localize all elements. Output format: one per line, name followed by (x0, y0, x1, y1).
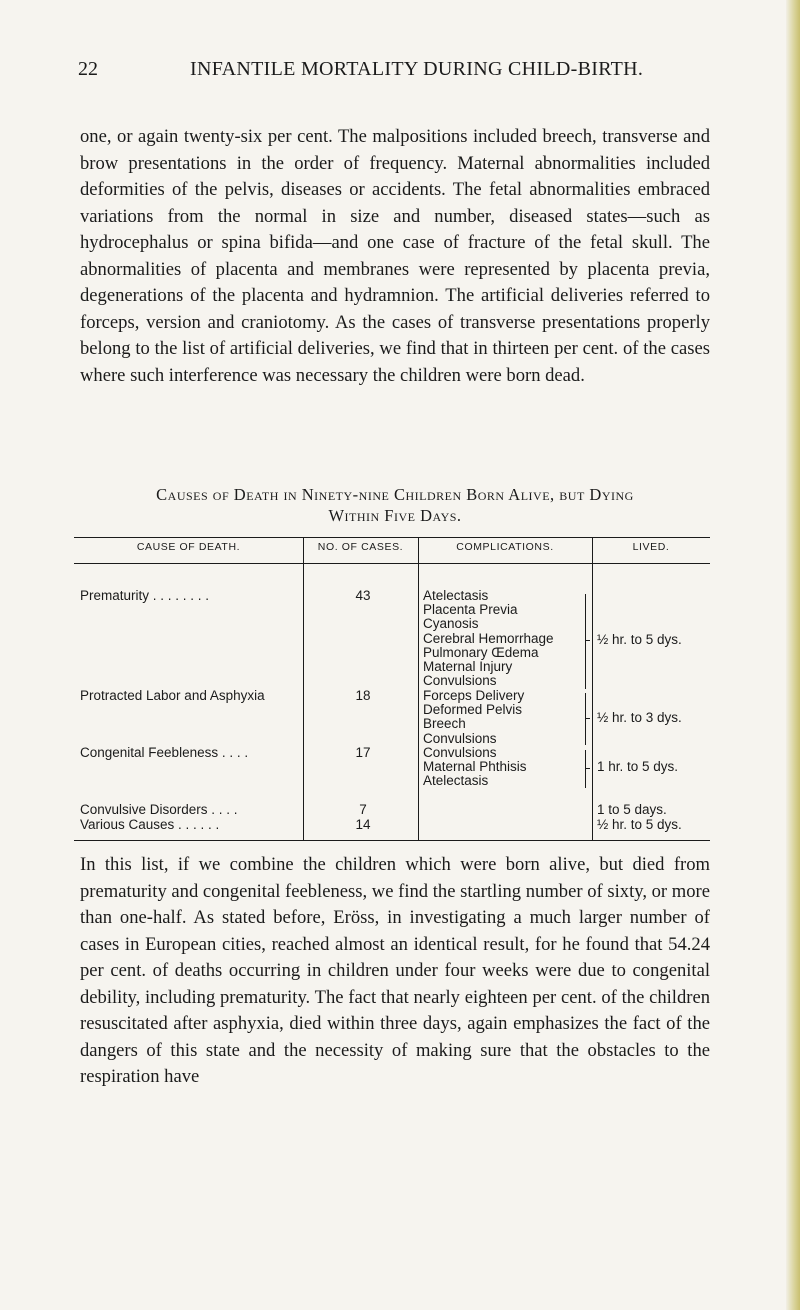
table-bottom-rule (74, 840, 710, 841)
row-cause: Prematurity . . . . . . . . (80, 588, 210, 603)
complication-item: Convulsions (423, 673, 497, 688)
header-cases: NO. OF CASES. (317, 541, 404, 553)
running-title: INFANTILE MORTALITY DURING CHILD-BIRTH. (190, 58, 644, 80)
row-cases: 7 (359, 802, 367, 817)
header-lived: LIVED. (632, 541, 670, 553)
brace (579, 594, 586, 689)
column-divider (418, 537, 419, 841)
row-cases: 14 (355, 817, 371, 832)
table-title-line-2: Within Five Days. (328, 506, 462, 525)
row-cause: Protracted Labor and Asphyxia (80, 688, 265, 703)
column-divider (592, 537, 593, 841)
table-header-rule (74, 563, 710, 564)
row-lived: ½ hr. to 5 dys. (597, 632, 682, 647)
row-lived: ½ hr. to 3 dys. (597, 710, 682, 725)
brace-tip (585, 640, 590, 641)
brace-tip (585, 718, 590, 719)
brace (579, 750, 586, 788)
row-lived: ½ hr. to 5 dys. (597, 817, 682, 832)
brace-tip (585, 768, 590, 769)
column-divider (303, 537, 304, 841)
header-cause: CAUSE OF DEATH. (136, 541, 241, 553)
page-number: 22 (78, 58, 98, 80)
row-cause: Convulsive Disorders . . . . (80, 802, 238, 817)
complication-item: Convulsions (423, 745, 497, 760)
table-top-rule (74, 537, 710, 538)
brace (579, 693, 586, 745)
complication-item: Cyanosis (423, 616, 479, 631)
complication-item: Deformed Pelvis (423, 702, 523, 717)
row-lived: 1 to 5 days. (597, 802, 667, 817)
page-header (78, 58, 768, 92)
table-title-line-1: Causes of Death in Ninety-nine Children Born Alive, but Dying (156, 485, 634, 504)
row-lived: 1 hr. to 5 dys. (597, 759, 679, 774)
complication-item: Pulmonary Œdema (423, 645, 539, 660)
complication-item: Maternal Phthisis (423, 759, 527, 774)
row-cases: 17 (355, 745, 371, 760)
table-title (80, 484, 710, 526)
complication-item: Atelectasis (423, 588, 489, 603)
complication-item: Atelectasis (423, 773, 489, 788)
paragraph-2: In this list, if we combine the children which were born alive, but died from prematurity and congenital feebleness, we find the startling number of sixty, or more than one-half. As stated before, Eröss, in investigating a much larger number of cases in European cities, reached almost an identical result, for he found that 54.24 per cent. of deaths occurring in children under four weeks were due to congenital debility, including prematurity. The fact that nearly eighteen per cent. of the children resuscitated after asphyxia, died within three days, again emphasizes the fact of the dangers of this state and the necessity of making sure that the obstacles to the respiration have (80, 854, 710, 1087)
row-cases: 18 (355, 688, 371, 703)
complication-item: Forceps Delivery (423, 688, 525, 703)
row-cause: Congenital Feebleness . . . . (80, 745, 249, 760)
complication-item: Placenta Previa (423, 602, 518, 617)
complication-item: Convulsions (423, 731, 497, 746)
page-edge (786, 0, 800, 1310)
header-complications: COMPLICATIONS. (456, 541, 554, 553)
paragraph-1: one, or again twenty-six per cent. The malpositions included breech, transverse and brow presentations in the order of frequency. Maternal abnormalities included deformities of the pelvis, diseases or accidents. The fetal abnormalities embraced variations from the normal in size and number, diseased states—such as hydrocephalus or spina bifida—and one case of fracture of the fetal skull. The abnormalities of placenta and membranes were represented by placenta previa, degenerations of the placenta and hydramnion. The artificial deliveries referred to forceps, version and craniotomy. As the cases of transverse presentations properly belong to the list of artificial deliveries, we find that in thirteen per cent. of the cases where such interference was necessary the children were born dead. (80, 126, 710, 386)
causes-table (74, 537, 710, 841)
complication-item: Maternal Injury (423, 659, 513, 674)
row-cases: 43 (355, 588, 371, 603)
complication-item: Breech (423, 716, 466, 731)
row-cause: Various Causes . . . . . . (80, 817, 220, 832)
complication-item: Cerebral Hemorrhage (423, 631, 554, 646)
